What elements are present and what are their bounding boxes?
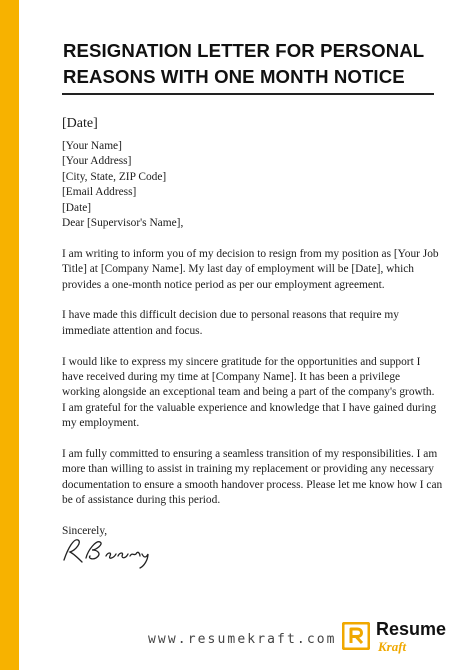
paragraph-3-line: my employment.	[62, 417, 140, 430]
title-line-2: REASONS WITH ONE MONTH NOTICE	[63, 66, 405, 87]
salutation: Dear [Supervisor's Name],	[62, 217, 184, 230]
paragraph-1-line: provides a one-month notice period as per our employment agreement.	[62, 278, 385, 291]
date-placeholder: [Date]	[62, 116, 98, 131]
paragraph-4-line: more than willing to assist in training my replacement or providing any necessary	[62, 463, 435, 476]
paragraph-3-line: have received during my time at [Company Name]. It has been a privilege	[62, 371, 401, 384]
paragraph-2	[62, 308, 437, 339]
sender-block	[62, 139, 437, 231]
sender-address: [Your Address]	[62, 155, 132, 168]
sender-email: [Email Address]	[62, 186, 137, 199]
sender-name: [Your Name]	[62, 140, 122, 152]
paragraph-4-line: documentation to ensure a smooth handover process. Please let me know how I can	[62, 478, 443, 491]
signature-image	[56, 528, 156, 570]
paragraph-1-line: Title] at [Company Name]. My last day of employment will be [Date], which	[62, 263, 414, 276]
letter-title	[63, 38, 443, 90]
paragraph-3-line: I am grateful for the valuable experience and knowledge that I have gained during	[62, 401, 437, 414]
logo-subtext: Kraft	[378, 639, 407, 654]
footer-website-url: www.resumekraft.com	[148, 632, 337, 647]
paragraph-4-line: I am fully committed to ensuring a seamless transition of my responsibilities. I am	[62, 448, 438, 461]
handwritten-signature	[56, 528, 156, 570]
sender-city: [City, State, ZIP Code]	[62, 170, 167, 183]
letter-body	[62, 139, 443, 539]
title-line-1: RESIGNATION LETTER FOR PERSONAL	[63, 40, 425, 61]
closing: Sincerely,	[62, 525, 108, 538]
paragraph-3	[62, 355, 437, 432]
paragraph-3-line: I would like to express my sincere gratitude for the opportunities and support I	[62, 355, 421, 368]
sender-date: [Date]	[62, 201, 92, 214]
title-underline	[62, 93, 434, 95]
resumekraft-logo	[342, 618, 452, 654]
paragraph-3-line: working alongside an exceptional team and being a part of the company's growth.	[62, 386, 435, 399]
paragraph-4	[62, 447, 443, 509]
paragraph-2-line: I have made this difficult decision due to personal reasons that require my	[62, 309, 399, 322]
paragraph-1-line: I am writing to inform you of my decision to resign from my position as [Your Job	[62, 247, 439, 260]
paragraph-4-line: be of assistance during this period.	[62, 494, 221, 507]
paragraph-2-line: immediate attention and focus.	[62, 324, 203, 337]
logo-wordmark: Resume	[376, 619, 447, 639]
logo-mark-icon	[342, 622, 370, 650]
accent-sidebar-bar	[0, 0, 19, 670]
paragraph-1	[62, 247, 437, 293]
